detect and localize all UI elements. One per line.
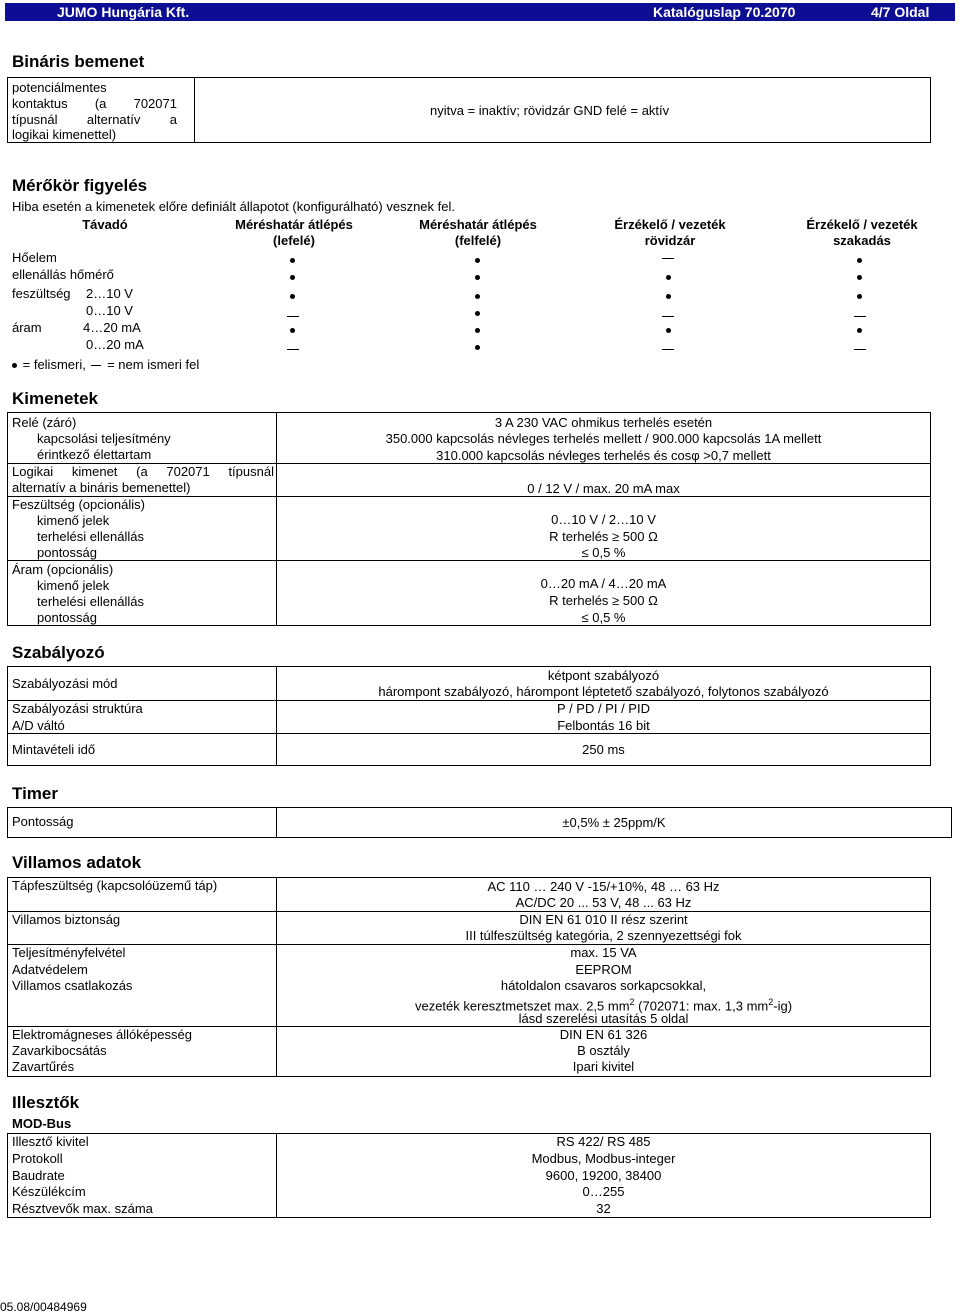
current-signal-value: 0…20 mA / 4…20 mA xyxy=(540,576,667,591)
relay-label: Relé (záró) xyxy=(12,415,77,430)
max-participants-label: Résztvevők max. száma xyxy=(12,1201,153,1216)
wire-section-text: vezeték keresztmetszet max. 2,5 mm xyxy=(414,998,630,1014)
current-accuracy-label: pontosság xyxy=(37,610,97,625)
col-header-break-1: Érzékelő / vezeték xyxy=(806,217,918,232)
sampling-time-label: Mintavételi idő xyxy=(12,742,96,757)
dot-symbol xyxy=(475,275,480,280)
legend xyxy=(12,357,199,373)
superscript: 2 xyxy=(629,997,635,1007)
row-rtd: ellenállás hőmérő xyxy=(12,267,114,282)
ad-converter-label: A/D váltó xyxy=(12,718,65,733)
col-header-over-2: (felfelé) xyxy=(454,233,502,248)
binary-input-desc-4: logikai kimenettel) xyxy=(12,127,117,142)
dash-symbol xyxy=(287,349,299,350)
voltage-output-label: Feszültség (opcionális) xyxy=(12,497,145,512)
legend-dash-symbol xyxy=(91,365,101,366)
modbus-subtitle: MOD-Bus xyxy=(12,1116,72,1131)
immunity-label: Zavartűrés xyxy=(12,1059,75,1074)
protocol-label: Protokoll xyxy=(12,1151,63,1166)
emc-value: DIN EN 61 326 xyxy=(559,1027,648,1042)
col-header-under-1: Méréshatár átlépés xyxy=(235,217,353,232)
contact-life-value: 310.000 kapcsolás névleges terhelés és cosφ >0,7 mellett xyxy=(436,448,771,463)
legend-recognized: = felismeri, xyxy=(22,357,86,372)
interface-type-value: RS 422/ RS 485 xyxy=(556,1134,651,1149)
dot-symbol xyxy=(290,275,295,280)
dot-symbol xyxy=(290,258,295,263)
connection-value-1: hátoldalon csavaros sorkapcsokkal, xyxy=(500,978,707,993)
dot-symbol xyxy=(857,328,862,333)
binary-input-desc-1: potenciálmentes xyxy=(12,80,107,95)
connection-value-3: lásd szerelési utasítás 5 oldal xyxy=(518,1011,689,1026)
section-title-timer: Timer xyxy=(12,784,58,803)
baudrate-value: 9600, 19200, 38400 xyxy=(545,1168,662,1183)
dot-symbol xyxy=(666,328,671,333)
dot-symbol xyxy=(475,328,480,333)
catalog-number: Katalóguslap 70.2070 xyxy=(653,4,796,20)
power-consumption-value: max. 15 VA xyxy=(570,945,637,960)
dot-symbol xyxy=(475,311,480,316)
switching-capacity-label: kapcsolási teljesítmény xyxy=(37,431,171,446)
current-load-label: terhelési ellenállás xyxy=(37,594,144,609)
current-output-label: Áram (opcionális) xyxy=(12,562,114,577)
wire-section-text-2: (702071: max. 1,3 mm xyxy=(634,998,769,1014)
dot-symbol xyxy=(290,294,295,299)
relay-value: 3 A 230 VAC ohmikus terhelés esetén xyxy=(494,415,713,430)
section-title-electrical: Villamos adatok xyxy=(12,853,142,872)
immunity-value: Ipari kivitel xyxy=(572,1059,635,1074)
device-address-label: Készülékcím xyxy=(12,1184,86,1199)
row-thermocouple: Hőelem xyxy=(12,250,57,265)
section-title-controller: Szabályozó xyxy=(12,643,105,662)
col-header-under-2: (lefelé) xyxy=(273,233,315,248)
current-load-value: R terhelés ≥ 500 Ω xyxy=(549,593,658,608)
sampling-time-value: 250 ms xyxy=(582,742,625,757)
dot-symbol xyxy=(857,258,862,263)
data-backup-value: EEPROM xyxy=(575,962,632,977)
row-current: áram xyxy=(12,320,42,335)
timer-accuracy-label: Pontosság xyxy=(12,814,74,829)
switching-capacity-value: 350.000 kapcsolás névleges terhelés mellett / 900.000 kapcsolás 1A mellett xyxy=(385,431,822,446)
ad-converter-value: Felbontás 16 bit xyxy=(557,718,650,733)
baudrate-label: Baudrate xyxy=(12,1168,65,1183)
logic-output-label-2: alternatív a bináris bemenettel) xyxy=(12,480,191,495)
section-title-interfaces: Illesztők xyxy=(12,1093,80,1112)
dash-symbol xyxy=(662,316,674,317)
binary-input-desc-3: típusnál alternatív a xyxy=(12,112,177,127)
dash-symbol xyxy=(287,316,299,317)
contact-life-label: érintkező élettartam xyxy=(37,447,152,462)
company-name: JUMO Hungária Kft. xyxy=(57,4,190,20)
row-current-4-20: 4…20 mA xyxy=(83,320,141,335)
page-number: 4/7 Oldal xyxy=(871,4,930,20)
row-current-0-20: 0…20 mA xyxy=(86,337,144,352)
control-mode-label: Szabályozási mód xyxy=(12,676,118,691)
dot-symbol xyxy=(475,258,480,263)
page-header xyxy=(5,3,955,21)
legend-dot-symbol xyxy=(12,363,17,368)
dash-symbol xyxy=(662,349,674,350)
footer-code: 05.08/00484969 xyxy=(0,1300,87,1314)
electrical-connection-label: Villamos csatlakozás xyxy=(12,978,133,993)
power-supply-label: Tápfeszültség (kapcsolóüzemű táp) xyxy=(12,878,218,893)
col-header-short-1: Érzékelő / vezeték xyxy=(614,217,726,232)
voltage-signal-label: kimenő jelek xyxy=(37,513,110,528)
emission-label: Zavarkibocsátás xyxy=(12,1043,107,1058)
row-voltage: feszültség xyxy=(12,286,71,301)
col-header-short-2: rövidzár xyxy=(644,233,696,248)
logic-output-label: Logikai kimenet (a 702071 típusnál xyxy=(12,464,274,479)
section-title-monitoring: Mérőkör figyelés xyxy=(12,176,148,195)
voltage-load-label: terhelési ellenállás xyxy=(37,529,144,544)
power-consumption-label: Teljesítményfelvétel xyxy=(12,945,126,960)
monitoring-intro: Hiba esetén a kimenetek előre definiált állapotot (konfigurálható) vesznek fel. xyxy=(12,199,455,214)
power-supply-acdc: AC/DC 20 ... 53 V, 48 ... 63 Hz xyxy=(515,895,692,910)
timer-accuracy-value: ±0,5% ± 25ppm/K xyxy=(562,815,666,830)
binary-input-value: nyitva = inaktív; rövidzár GND felé = aktív xyxy=(430,103,670,118)
electrical-safety-standard: DIN EN 61 010 II rész szerint xyxy=(519,912,688,927)
superscript: 2 xyxy=(768,997,774,1007)
dot-symbol xyxy=(475,345,480,350)
control-structure-value: P / PD / PI / PID xyxy=(557,701,650,716)
electrical-safety-label: Villamos biztonság xyxy=(12,912,121,927)
control-mode-value-1: kétpont szabályozó xyxy=(547,668,660,683)
voltage-load-value: R terhelés ≥ 500 Ω xyxy=(549,529,658,544)
dot-symbol xyxy=(857,294,862,299)
emission-value: B osztály xyxy=(577,1043,630,1058)
overvoltage-category: III túlfeszültség kategória, 2 szennyezettségi fok xyxy=(465,928,742,943)
section-title-binary-input: Bináris bemenet xyxy=(12,52,145,71)
legend-not-recognized: = nem ismeri fel xyxy=(107,357,200,372)
col-header-sensor: Távadó xyxy=(82,217,128,232)
dash-symbol xyxy=(662,258,674,259)
voltage-accuracy-label: pontosság xyxy=(37,545,97,560)
logic-output-value: 0 / 12 V / max. 20 mA max xyxy=(527,481,680,496)
binary-input-desc-2: kontaktus (a 702071 xyxy=(12,96,177,111)
dot-symbol xyxy=(475,294,480,299)
emc-label: Elektromágneses állóképesség xyxy=(12,1027,192,1042)
dot-symbol xyxy=(290,328,295,333)
device-address-value: 0…255 xyxy=(582,1184,625,1199)
voltage-accuracy-value: ≤ 0,5 % xyxy=(581,545,626,560)
power-supply-ac: AC 110 … 240 V -15/+10%, 48 … 63 Hz xyxy=(487,879,720,894)
wire-section-text-3: -ig) xyxy=(773,998,793,1014)
max-participants-value: 32 xyxy=(596,1201,611,1216)
protocol-value: Modbus, Modbus-integer xyxy=(531,1151,676,1166)
data-backup-label: Adatvédelem xyxy=(12,962,88,977)
col-header-over-1: Méréshatár átlépés xyxy=(419,217,537,232)
dash-symbol xyxy=(854,316,866,317)
dash-symbol xyxy=(854,349,866,350)
col-header-break-2: szakadás xyxy=(833,233,891,248)
section-title-outputs: Kimenetek xyxy=(12,389,98,408)
dot-symbol xyxy=(666,275,671,280)
control-structure-label: Szabályozási struktúra xyxy=(12,701,143,716)
voltage-signal-value: 0…10 V / 2…10 V xyxy=(551,512,656,527)
current-signal-label: kimenő jelek xyxy=(37,578,110,593)
row-voltage-2-10: 2…10 V xyxy=(86,286,133,301)
row-voltage-0-10: 0…10 V xyxy=(86,303,133,318)
dot-symbol xyxy=(857,275,862,280)
interface-type-label: Illesztő kivitel xyxy=(12,1134,89,1149)
current-accuracy-value: ≤ 0,5 % xyxy=(581,610,626,625)
control-mode-value-2: hárompont szabályozó, hárompont léptetető szabályozó, folytonos szabályozó xyxy=(378,684,829,699)
dot-symbol xyxy=(666,294,671,299)
